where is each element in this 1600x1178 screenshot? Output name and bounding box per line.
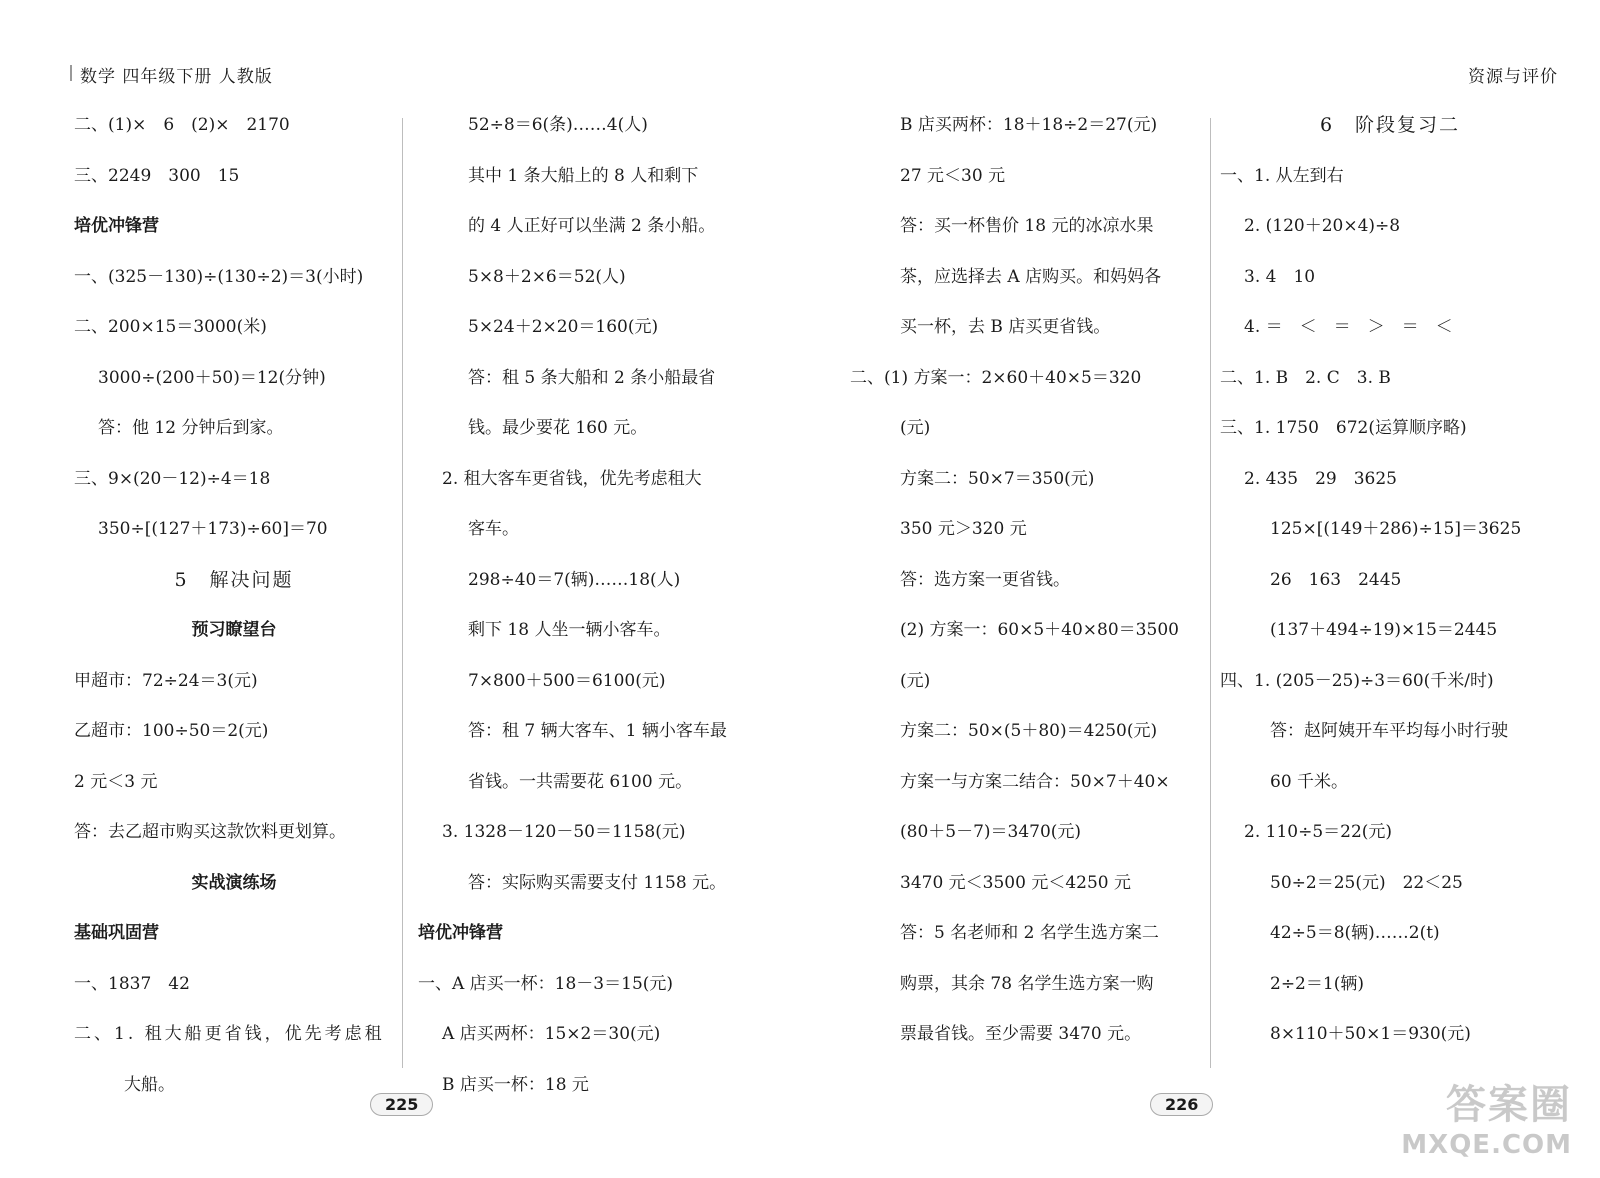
answer-line: 4. ＝ ＜ ＝ ＞ ＝ ＜: [1244, 317, 1453, 337]
answer-line: (2) 方案一：60×5＋40×80＝3500: [900, 620, 1179, 640]
answer-line: 茶，应选择去 A 店购买。和妈妈各: [900, 266, 1162, 287]
answer-line: 购票，其余 78 名学生选方案一购: [900, 973, 1154, 994]
answer-line: 其中 1 条大船上的 8 人和剩下: [468, 165, 699, 186]
answer-line: 二、200×15＝3000(米): [74, 317, 267, 337]
subsection-heading: 实战演练场: [191, 872, 277, 893]
answer-line: 三、2249 300 15: [74, 165, 240, 186]
page-number-right: 226: [1150, 1093, 1213, 1116]
answer-line: 5×8＋2×6＝52(人): [468, 266, 626, 287]
answer-line: 剩下 18 人坐一辆小客车。: [468, 620, 671, 640]
subsection-heading: 预习瞭望台: [191, 620, 277, 640]
watermark-top-text: 答案圈: [1446, 1082, 1572, 1128]
answer-line: 的 4 人正好可以坐满 2 条小船。: [468, 216, 716, 236]
right-page: [820, 0, 1600, 1178]
answer-line: 四、1. (205－25)÷3＝60(千米/时): [1220, 670, 1494, 691]
answer-line: 125×[(149＋286)÷15]＝3625: [1270, 519, 1522, 539]
answer-line: 二、1. B 2. C 3. B: [1220, 367, 1391, 388]
answer-line: 2. (120＋20×4)÷8: [1244, 216, 1401, 236]
answer-line: 方案二：50×7＝350(元): [900, 468, 1095, 489]
answer-line: 乙超市：100÷50＝2(元): [74, 721, 269, 741]
answer-line: 26 163 2445: [1270, 569, 1402, 590]
answer-line: 票最省钱。至少需要 3470 元。: [900, 1024, 1142, 1044]
answer-line: 3000÷(200＋50)＝12(分钟): [98, 367, 326, 388]
answer-line: 甲超市：72÷24＝3(元): [74, 670, 258, 691]
answer-line: (元): [900, 670, 931, 691]
answer-line: 三、1. 1750 672(运算顺序略): [1220, 418, 1467, 438]
answer-line: 省钱。一共需要花 6100 元。: [468, 771, 693, 792]
answer-line: 350 元＞320 元: [900, 519, 1027, 539]
column-2: [418, 112, 758, 1122]
column-4: [1220, 112, 1560, 1072]
answer-line: 8×110＋50×1＝930(元): [1270, 1024, 1471, 1044]
answer-line: 27 元＜30 元: [900, 165, 1006, 186]
column-divider: [1210, 118, 1211, 1068]
section-title: 5 解决问题: [174, 568, 294, 591]
answer-line: 5×24＋2×20＝160(元): [468, 317, 659, 337]
answer-line: 二、(1) 方案一：2×60＋40×5＝320: [850, 367, 1142, 388]
page-number-left: 225: [370, 1093, 433, 1116]
column-divider: [402, 118, 403, 1068]
answer-line: 钱。最少要花 160 元。: [468, 418, 648, 438]
answer-line: 3470 元＜3500 元＜4250 元: [900, 872, 1132, 893]
answer-line: 一、1. 从左到右: [1220, 165, 1344, 186]
subsection-heading: 培优冲锋营: [74, 216, 159, 236]
answer-line: 客车。: [468, 519, 519, 539]
answer-line: 3. 1328－120－50＝1158(元): [442, 822, 686, 842]
answer-line: 2. 110÷5＝22(元): [1244, 822, 1393, 842]
answer-line: 答：他 12 分钟后到家。: [98, 418, 284, 438]
answer-line: B 店买两杯：18＋18÷2＝27(元): [900, 115, 1158, 135]
answer-line: 二、1. 租大船更省钱，优先考虑租: [74, 1024, 385, 1044]
answer-line: 大船。: [124, 1074, 175, 1095]
answer-line: 一、(325－130)÷(130÷2)＝3(小时): [74, 266, 364, 287]
answer-line: B 店买一杯：18 元: [442, 1074, 589, 1095]
column-3: [850, 112, 1190, 1072]
answer-line: A 店买两杯：15×2＝30(元): [442, 1024, 661, 1044]
answer-line: 答：去乙超市购买这款饮料更划算。: [74, 822, 346, 842]
answer-line: 买一杯，去 B 店买更省钱。: [900, 317, 1111, 337]
answer-line: 一、A 店买一杯：18－3＝15(元): [418, 973, 674, 994]
answer-line: 42÷5＝8(辆)……2(t): [1270, 923, 1440, 943]
answer-line: 2. 435 29 3625: [1244, 468, 1397, 489]
answer-line: 2÷2＝1(辆): [1270, 973, 1364, 994]
answer-line: (137＋494÷19)×15＝2445: [1270, 620, 1498, 640]
book-title-header: 数学 四年级下册 人教版: [80, 62, 273, 87]
answer-line: 60 千米。: [1270, 771, 1349, 792]
answer-line: 三、9×(20－12)÷4＝18: [74, 468, 271, 489]
subsection-heading: 培优冲锋营: [418, 923, 503, 943]
answer-line: 7×800＋500＝6100(元): [468, 670, 666, 691]
answer-line: (80＋5－7)＝3470(元): [900, 822, 1082, 842]
answer-line: 答：买一杯售价 18 元的冰凉水果: [900, 216, 1154, 236]
watermark-logo: [1401, 1073, 1572, 1160]
answer-line: 答：赵阿姨开车平均每小时行驶: [1270, 721, 1508, 741]
section-title: 6 阶段复习二: [1319, 114, 1461, 136]
answer-line: (元): [900, 418, 931, 438]
watermark-bottom-text: MXQE.COM: [1401, 1130, 1572, 1160]
answer-line: 答：实际购买需要支付 1158 元。: [468, 872, 727, 893]
answer-line: 2. 租大客车更省钱，优先考虑租大: [442, 468, 702, 489]
answer-line: 答：租 5 条大船和 2 条小船最省: [468, 367, 716, 388]
answer-line: 答：选方案一更省钱。: [900, 569, 1070, 590]
answer-line: 2 元＜3 元: [74, 771, 158, 792]
answer-line: 350÷[(127＋173)÷60]＝70: [98, 519, 328, 539]
answer-line: 答：5 名老师和 2 名学生选方案二: [900, 923, 1159, 943]
series-title-header: 资源与评价: [1468, 67, 1558, 87]
answer-line: 方案一与方案二结合：50×7＋40×: [900, 771, 1170, 792]
answer-line: 答：租 7 辆大客车、1 辆小客车最: [468, 721, 727, 741]
answer-line: 50÷2＝25(元) 22＜25: [1270, 872, 1463, 893]
column-1: [74, 112, 394, 1122]
answer-line: 方案二：50×(5＋80)＝4250(元): [900, 721, 1158, 741]
answer-line: 3. 4 10: [1244, 266, 1316, 287]
subsection-heading: 基础巩固营: [74, 923, 159, 943]
answer-line: 298÷40＝7(辆)……18(人): [468, 569, 681, 590]
answer-line: 一、1837 42: [74, 973, 190, 994]
answer-line: 52÷8＝6(条)……4(人): [468, 115, 648, 135]
answer-line: 二、(1)× 6 (2)× 2170: [74, 115, 290, 135]
